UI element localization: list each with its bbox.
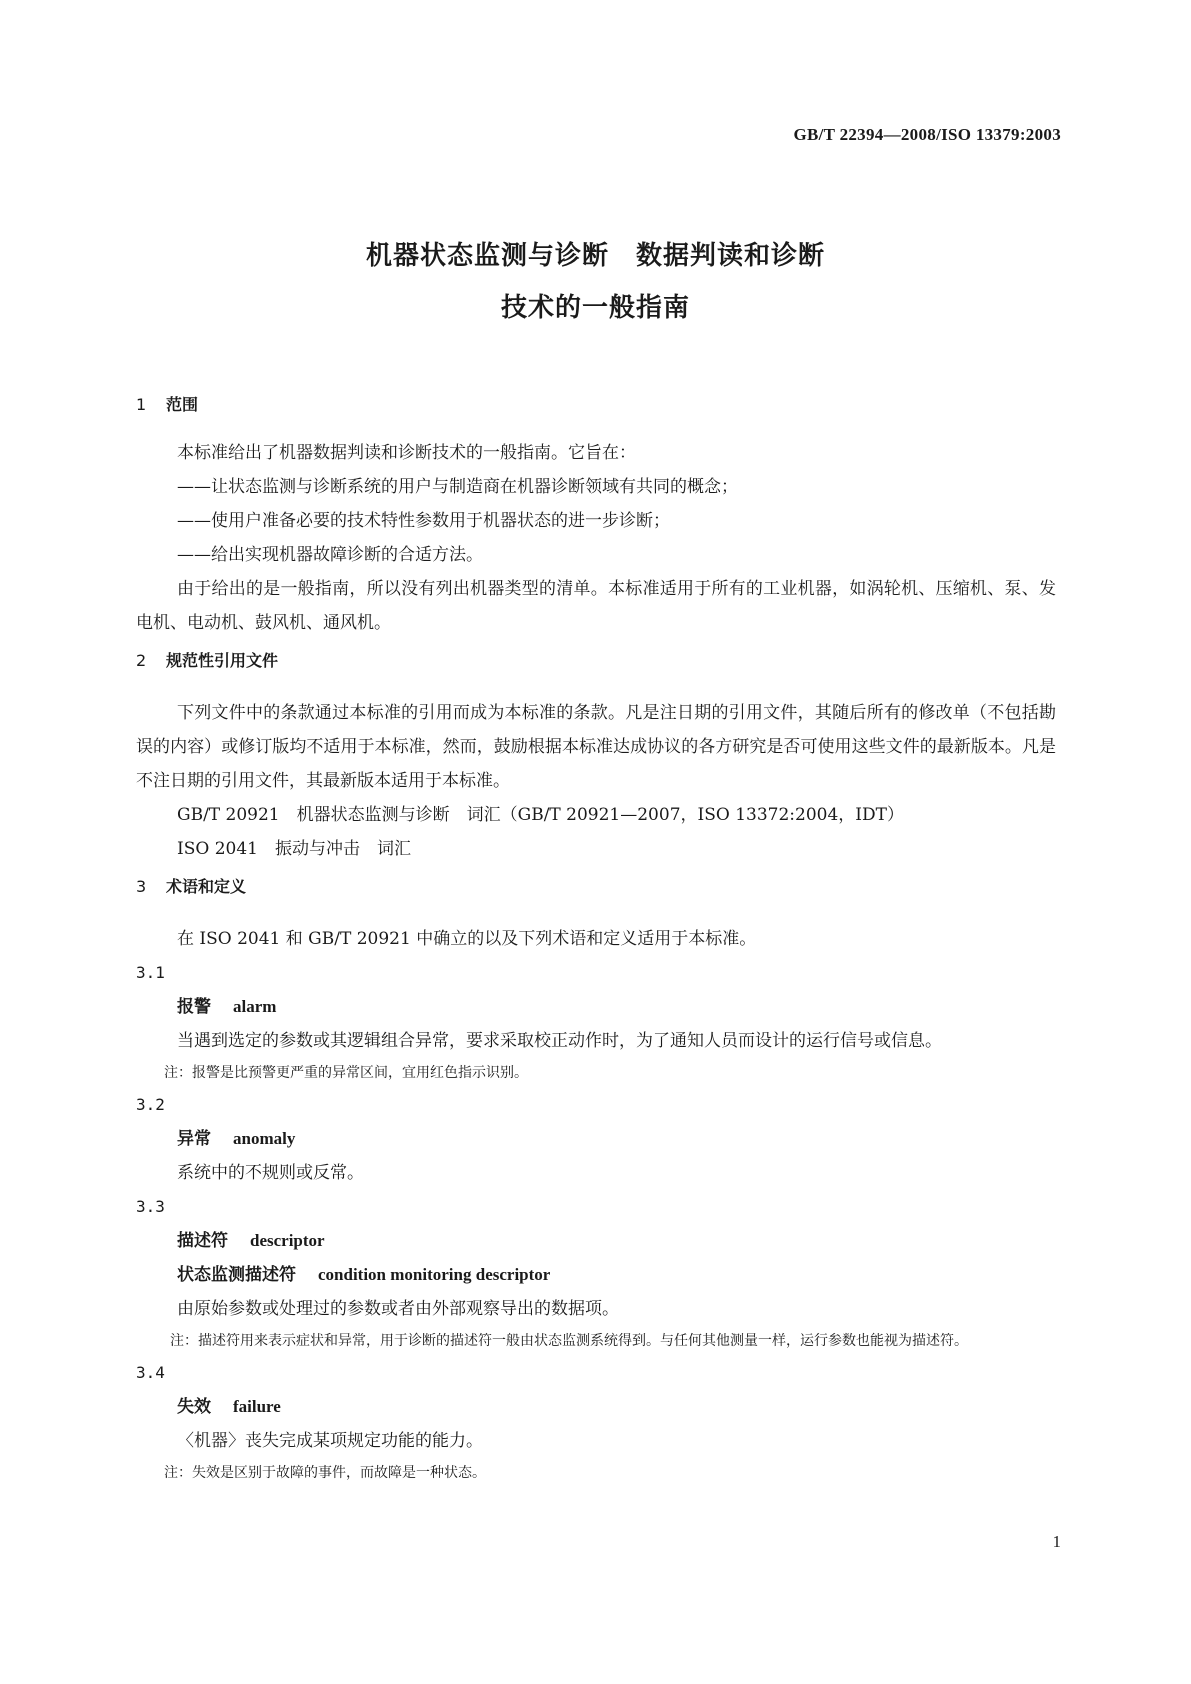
term-zh: 异常	[177, 1129, 211, 1149]
term-en: alarm	[233, 997, 277, 1016]
term-number: 3.4	[136, 1363, 165, 1382]
term-en: anomaly	[233, 1129, 296, 1148]
term-definition: 系统中的不规则或反常。	[177, 1163, 364, 1183]
term-name	[136, 1390, 1056, 1424]
section-heading-terms	[136, 872, 1056, 922]
term-note: 注：描述符用来表示症状和异常，用于诊断的描述符一般由状态监测系统得到。与任何其他测量一样，运行参数也能视为描述符。	[170, 1333, 968, 1349]
normative-text: 下列文件中的条款通过本标准的引用而成为本标准的条款。凡是注日期的引用文件，其随后所有的修改单（不包括勘误的内容）或修订版均不适用于本标准，然而，鼓励根据本标准达成协议的各方研究是否可使用这些文件的最新版本。凡是不注日期的引用文件，其最新版本适用于本标准。	[136, 703, 1056, 791]
standard-code: GB/T 22394—2008/ISO 13379:2003	[793, 125, 1061, 144]
scope-item: ——使用户准备必要的技术特性参数用于机器状态的进一步诊断；	[177, 511, 670, 531]
term-number: 3.2	[136, 1095, 165, 1114]
term-en: descriptor	[250, 1231, 325, 1250]
section-title: 范围	[166, 395, 199, 414]
term-definition: 当遇到选定的参数或其逻辑组合异常，要求采取校正动作时，为了通知人员而设计的运行信号或信息。	[177, 1031, 942, 1051]
term-name-alt	[136, 1258, 1056, 1292]
term-name	[136, 1122, 1056, 1156]
term-number: 3.1	[136, 963, 165, 982]
section-heading-normative	[136, 646, 1056, 696]
term-definition: 由原始参数或处理过的参数或者由外部观察导出的数据项。	[177, 1299, 619, 1319]
scope-closing: 由于给出的是一般指南，所以没有列出机器类型的清单。本标准适用于所有的工业机器，如涡轮机、压缩机、泵、发电机、电动机、鼓风机、通风机。	[136, 579, 1056, 633]
scope-item: ——让状态监测与诊断系统的用户与制造商在机器诊断领域有共同的概念；	[177, 477, 738, 497]
terms-intro: 在 ISO 2041 和 GB/T 20921 中确立的以及下列术语和定义适用于本标准。	[177, 929, 757, 949]
term-number: 3.3	[136, 1197, 165, 1216]
title-line-1: 机器状态监测与诊断 数据判读和诊断	[365, 241, 825, 271]
term-zh: 状态监测描述符	[177, 1265, 296, 1285]
term-en: failure	[233, 1397, 281, 1416]
term-name	[136, 1224, 1056, 1258]
section-title: 规范性引用文件	[166, 651, 279, 670]
normative-reference: GB/T 20921 机器状态监测与诊断 词汇（GB/T 20921—2007，ISO 13372:2004，IDT）	[177, 805, 904, 825]
scope-item: ——给出实现机器故障诊断的合适方法。	[177, 545, 483, 565]
scope-intro: 本标准给出了机器数据判读和诊断技术的一般指南。它旨在：	[177, 443, 636, 463]
document-body	[136, 390, 1056, 1488]
section-number: 1	[136, 395, 147, 414]
document-title	[0, 230, 1191, 334]
page-number: 1	[1052, 1532, 1061, 1551]
title-line-2: 技术的一般指南	[500, 293, 690, 323]
term-zh: 失效	[177, 1397, 211, 1417]
section-title: 术语和定义	[166, 877, 247, 896]
term-zh: 报警	[177, 997, 211, 1017]
normative-reference: ISO 2041 振动与冲击 词汇	[177, 839, 411, 859]
term-definition: 〈机器〉丧失完成某项规定功能的能力。	[177, 1431, 483, 1451]
term-note: 注：报警是比预警更严重的异常区间，宜用红色指示识别。	[164, 1065, 528, 1081]
section-number: 2	[136, 651, 147, 670]
term-note: 注：失效是区别于故障的事件，而故障是一种状态。	[164, 1465, 486, 1481]
term-en: condition monitoring descriptor	[318, 1265, 551, 1284]
section-number: 3	[136, 877, 147, 896]
section-heading-scope	[136, 390, 1056, 436]
term-name	[136, 990, 1056, 1024]
term-zh: 描述符	[177, 1231, 228, 1251]
